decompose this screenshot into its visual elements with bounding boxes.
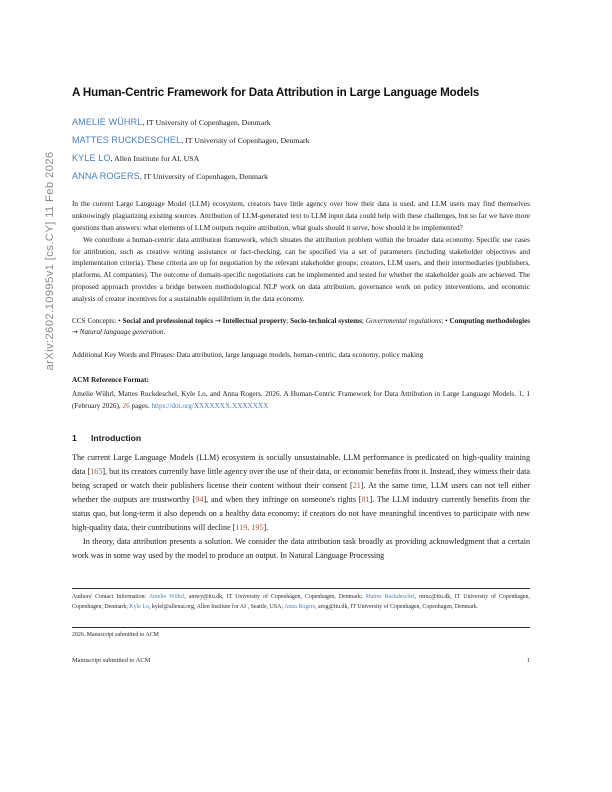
ccs-separator: ; (361, 316, 364, 325)
section-title: Introduction (91, 433, 142, 444)
ccs-arrow-icon: → (214, 316, 221, 325)
footnote-author-link[interactable]: Kyle Lo (129, 604, 149, 611)
author-affiliation: , Allen Institute for AI, USA (110, 153, 200, 163)
footnote-text: , amwy@itu.dk, IT University of Copenhagen, Copenhagen, Denmark; (184, 594, 366, 600)
citation-ref[interactable]: 94 (195, 495, 204, 505)
ccs-separator: ; (441, 316, 444, 325)
keywords-value: Data attribution, large language models, human-centric, data economy, policy making (176, 350, 424, 359)
author-entry (72, 150, 530, 168)
citation-ref[interactable]: 165 (90, 467, 103, 477)
author-name: MATTES RUCKDESCHEL (72, 135, 182, 146)
citation-ref[interactable]: 81 (361, 495, 370, 505)
author-entry (72, 132, 530, 150)
footnote-text: , arog@itu.dk, IT University of Copenhagen, Copenhagen, Denmark. (315, 604, 479, 611)
reference-page-count: 26 (122, 401, 130, 410)
ccs-bullet: • (445, 316, 448, 325)
ccs-bullet: • (118, 316, 121, 325)
intro-text: ], but its creators currently have little agency over the use of their data, or economic benefits from it. Instead, they witness their data being scraped or watch their publishers license their content without their consent [ (72, 467, 530, 491)
ccs-term: Intellectual property (222, 316, 287, 325)
intro-text: ], and when they infringe on someone's rights [ (203, 495, 362, 505)
intro-text: ]. The LLM industry currently benefits from the status quo, but long-term it also depends on a healthy data economy: if creators do not have meaningful incentives to participate with new high-quality data, their contributions will decline [ (72, 495, 530, 532)
footnote-divider (72, 588, 530, 589)
ccs-arrow-icon: → (72, 328, 78, 337)
intro-paragraph: In theory, data attribution presents a solution. We consider the data attribution task broadly as providing acknowledgment that a certain work was in some way used by the model to produce an output. In Natural Language Processing (72, 536, 530, 560)
ccs-term: Social and professional topics (122, 316, 214, 325)
keywords-block (72, 350, 530, 362)
introduction-body (72, 451, 530, 562)
intro-text: The current Large Language Models (LLM) ecosystem is socially unsustainable. LLM performance is predicated on high-quality training data [ (72, 453, 530, 477)
section-number: 1 (72, 433, 77, 444)
reference-text: Amelie Wührl, Mattes Ruckdeschel, Kyle Lo, and Anna Rogers. 2026. A Human-Centric Framework for Data Attribution in Large Language Models. 1, 1 (February 2026), (72, 390, 530, 410)
ccs-term: Natural language generation (79, 328, 164, 337)
author-name: AMELIE WÜHRL (72, 117, 143, 128)
intro-text: ]. (263, 523, 269, 532)
author-name: KYLE LO (72, 152, 111, 163)
keywords-label: Additional Key Words and Phrases: (72, 350, 175, 359)
ccs-label: CCS Concepts: (72, 316, 117, 325)
author-name: ANNA ROGERS (72, 170, 140, 181)
acm-reference-format (72, 375, 530, 413)
arxiv-identifier-stamp: arXiv:2602.10995v1 [cs.CY] 11 Feb 2026 (44, 151, 56, 371)
abstract-paragraph: We contribute a human-centric data attribution framework, which situates the attribution problem within the broader data economy. Specific use cases for attribution, such as creative writing assistance or fact-checking, can be specified via a set of parameters (including stakeholder objectives and implementation criteria). These criteria are up for negotiation by the relevant stakeholder groups: creators, LLM users, and their intermediaries (publishers, platforms, AI companies). The outcome of domain-specific negotiations can be implemented and tested for whether the stakeholder goals are achieved. The proposed approach provides a bridge between methodological NLP work on data attribution, governance work on policy interventions, and economic analysis of creator incentives for a sustainable equilibrium in the data economy. (72, 234, 530, 303)
footnote-author-link[interactable]: Anna Rogers (284, 604, 316, 611)
intro-paragraph (72, 451, 530, 534)
reference-text: pages. (129, 401, 152, 410)
author-affiliation: , IT University of Copenhagen, Denmark (181, 136, 310, 146)
citation-ref[interactable]: 119, 195 (235, 523, 264, 532)
ccs-term: Socio-technical systems (290, 316, 362, 325)
ccs-term: Computing methodologies (449, 316, 531, 325)
footer-left-text: Manuscript submitted to ACM (72, 657, 151, 664)
reference-body (72, 389, 530, 412)
abstract-paragraph: In the current Large Language Model (LLM) ecosystem, creators have little agency over how their data is used, and LLM users may find themselves unknowingly plagiarizing existing sources. Attribution of LLM-generated text to LLM input data could help with these challenges, but so far we have more questions than answers: what elements of LLM outputs require attribution, what goals should it serve, how should it be implemented? (72, 199, 530, 232)
intro-text: ]. At the same time, LLM users can not tell either whether the outputs are trustworthy [ (72, 481, 530, 505)
author-affiliation: , IT University of Copenhagen, Denmark (139, 171, 269, 181)
footnote-author-link[interactable]: Mattes Ruckdeschel (365, 594, 415, 600)
page-number: 1 (526, 657, 530, 664)
ccs-term: Governmental regulations (365, 316, 442, 325)
author-entry (72, 168, 530, 186)
footnote-text: , mruc@itu.dk, IT University of Copenhagen, Copenhagen, Denmark; (72, 594, 530, 611)
abstract (72, 198, 530, 304)
author-list (72, 114, 530, 185)
footnote-author-link[interactable]: Amelie Wührl (148, 594, 185, 600)
submission-note: 2026. Manuscript submitted to ACM (72, 632, 159, 638)
page-footer (72, 657, 530, 664)
author-entry (72, 114, 530, 132)
footnote-text: , kylel@allenai.org, Allen Institute for AI , Seattle, USA; (148, 604, 285, 611)
footnote-label: Authors' Contact Information: (72, 594, 149, 600)
section-heading-introduction (72, 433, 530, 443)
citation-ref[interactable]: 21 (352, 481, 361, 491)
author-affiliation: , IT University of Copenhagen, Denmark (142, 118, 271, 128)
ccs-separator: . (163, 328, 166, 337)
reference-heading: ACM Reference Format: (72, 375, 149, 384)
submission-divider (72, 627, 530, 628)
page-title: A Human-Centric Framework for Data Attribution in Large Language Models (72, 86, 480, 99)
ccs-concepts (72, 316, 530, 339)
doi-link[interactable]: https://doi.org/XXXXXXX.XXXXXXX (151, 401, 269, 410)
ccs-separator: ; (286, 316, 289, 325)
paper-page (72, 0, 530, 792)
authors-contact-footnote (72, 592, 530, 612)
